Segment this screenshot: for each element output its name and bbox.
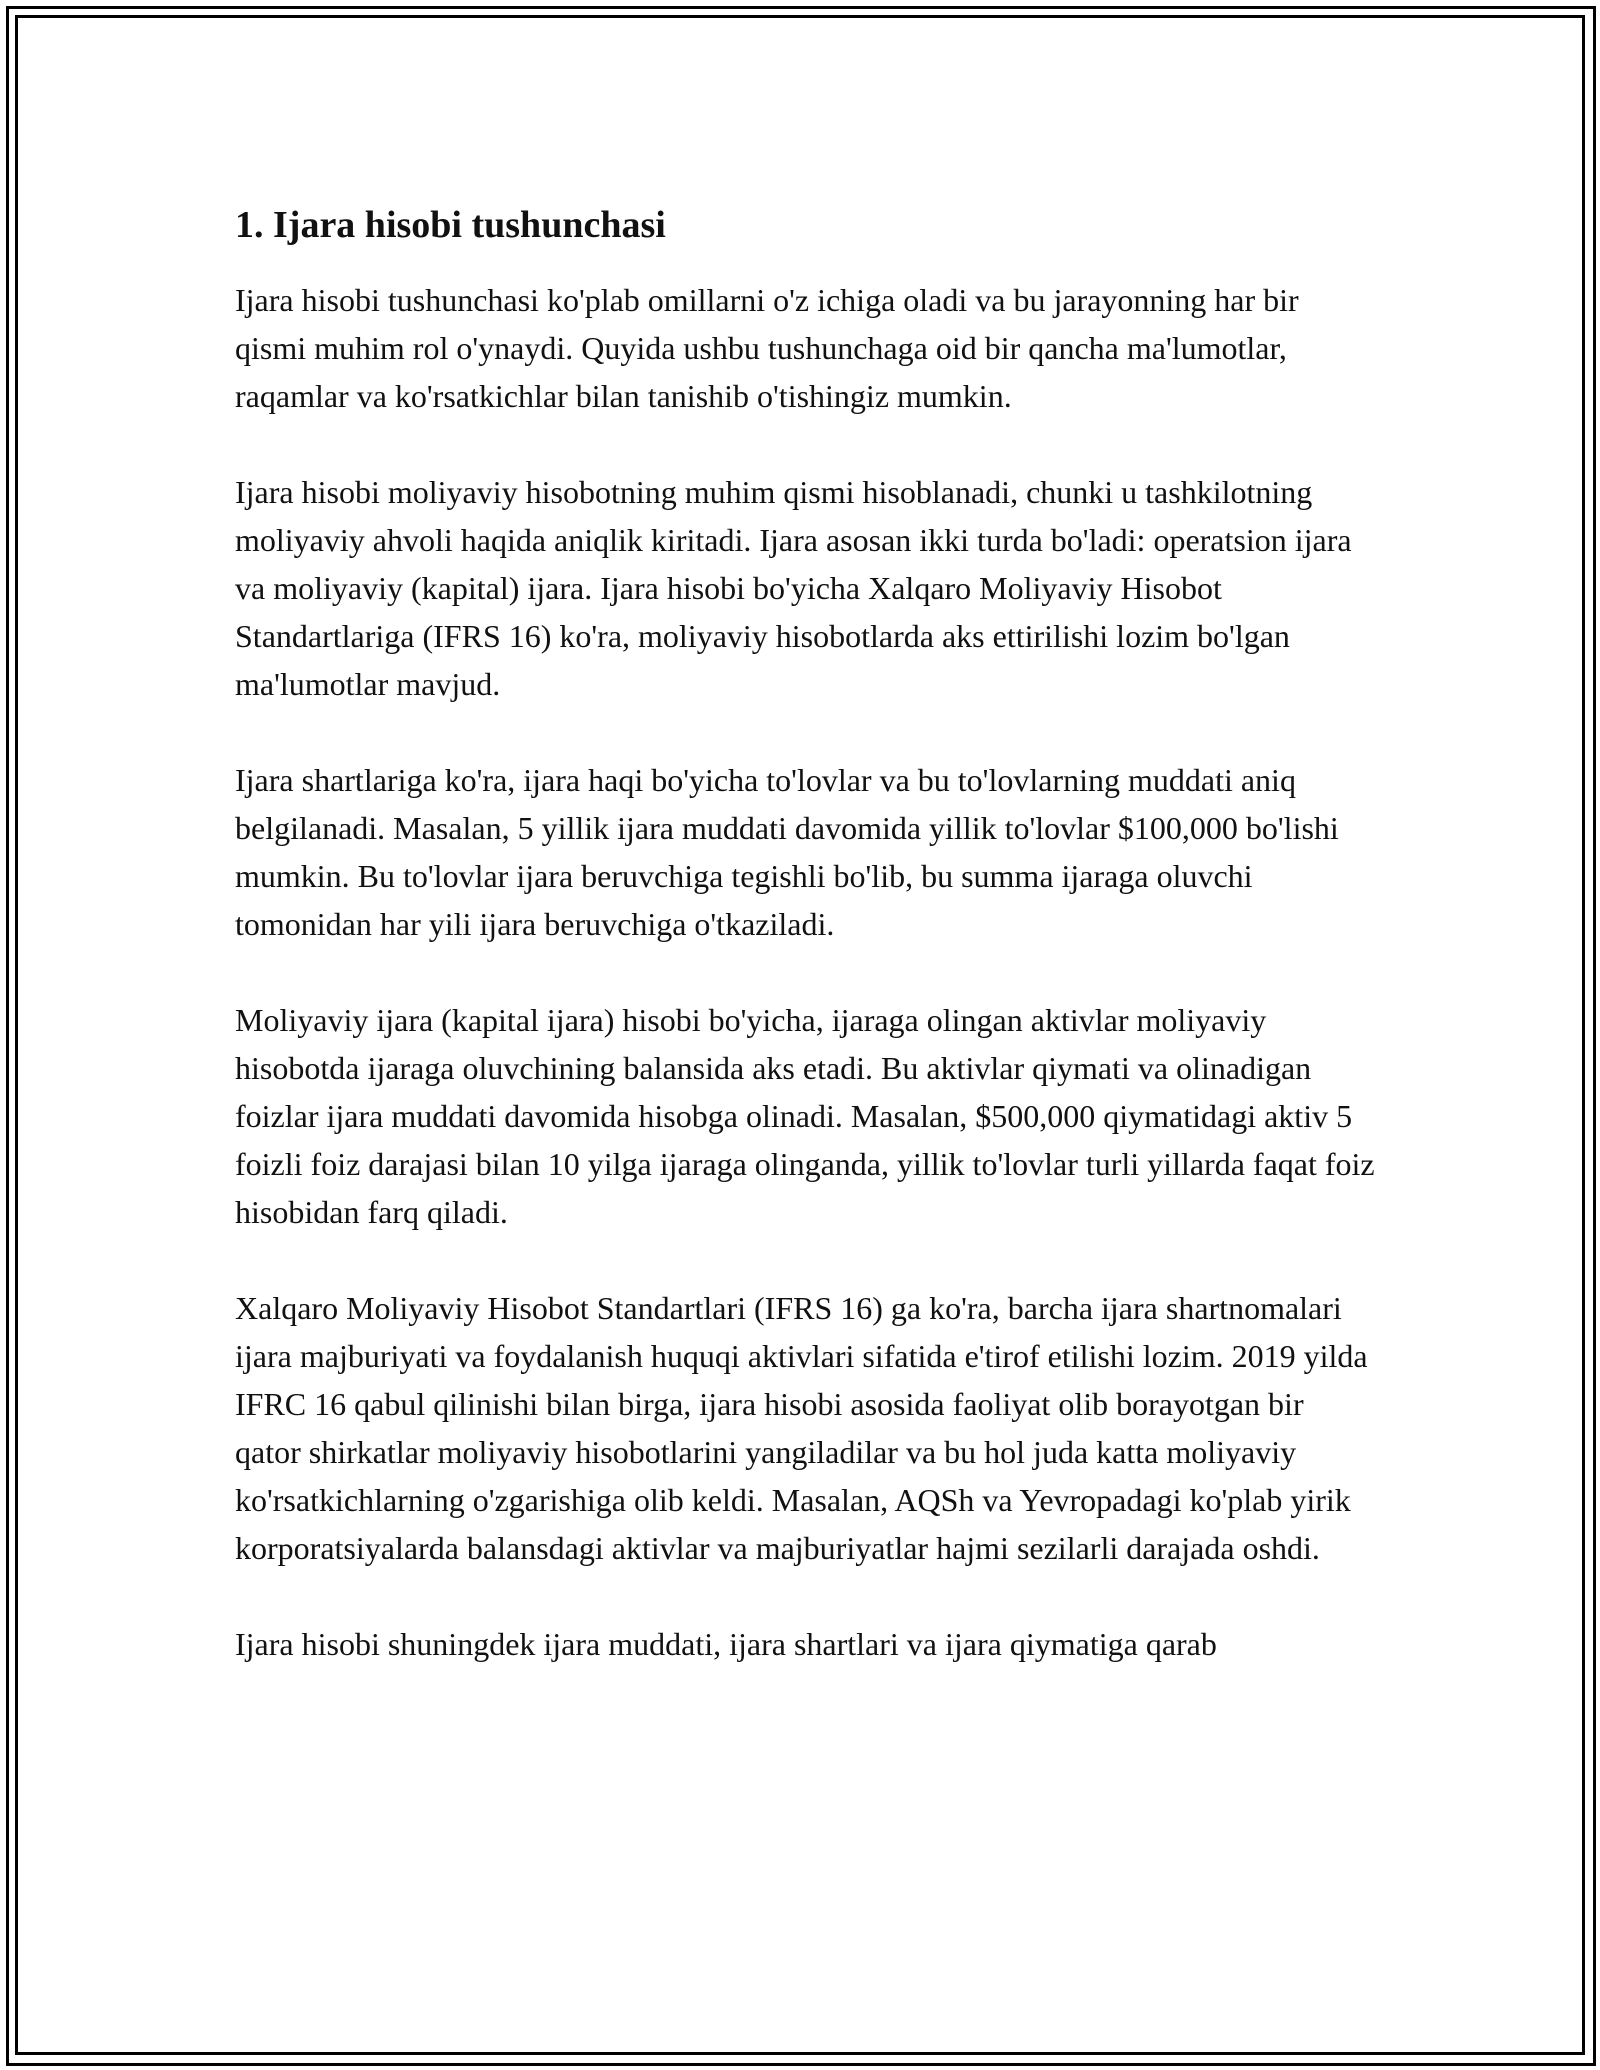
section-heading: 1. Ijara hisobi tushunchasi (235, 204, 666, 246)
paragraph: Ijara hisobi shuningdek ijara muddati, ijara shartlari va ijara qiymatiga qarab (235, 1626, 1217, 1662)
paragraph: Ijara shartlariga ko'ra, ijara haqi bo'yicha to'lovlar va bu to'lovlarning muddati aniq belgilanadi. Masalan, 5 yillik ijara muddati davomida yillik to'lovlar $100,000 bo'lishi mumkin. Bu to'lovlar ijara beruvchiga tegishli bo'lib, bu summa ijaraga oluvchi tomonidan har yili ijara beruvchiga o'tkaziladi. (235, 762, 1339, 942)
paragraph: Xalqaro Moliyaviy Hisobot Standartlari (IFRS 16) ga ko'ra, barcha ijara shartnomalari ijara majburiyati va foydalanish huquqi aktivlari sifatida e'tirof etilishi lozim. 2019 yilda IFRC 16 qabul qilinishi bilan birga, ijara hisobi asosida faoliyat olib borayotgan bir qator shirkatlar moliyaviy hisobotlarini yangiladilar va bu hol juda katta moliyaviy ko'rsatkichlarning o'zgarishiga olib keldi. Masalan, AQSh va Yevropadagi ko'plab yirik korporatsiyalarda balansdagi aktivlar va majburiyatlar hajmi sezilarli darajada oshdi. (235, 1290, 1368, 1566)
paragraph: Ijara hisobi tushunchasi ko'plab omillarni o'z ichiga oladi va bu jarayonning har bir qismi muhim rol o'ynaydi. Quyida ushbu tushunchaga oid bir qancha ma'lumotlar, raqamlar va ko'rsatkichlar bilan tanishib o'tishingiz mumkin. (235, 282, 1299, 414)
paragraph: Ijara hisobi moliyaviy hisobotning muhim qismi hisoblanadi, chunki u tashkilotning moliyaviy ahvoli haqida aniqlik kiritadi. Ijara asosan ikki turda bo'ladi: operatsion ijara va moliyaviy (kapital) ijara. Ijara hisobi bo'yicha Xalqaro Moliyaviy Hisobot Standartlariga (IFRS 16) ko'ra, moliyaviy hisobotlarda aks ettirilishi lozim bo'lgan ma'lumotlar mavjud. (235, 474, 1352, 702)
paragraph: Moliyaviy ijara (kapital ijara) hisobi bo'yicha, ijaraga olingan aktivlar moliyaviy hisobotda ijaraga oluvchining balansida aks etadi. Bu aktivlar qiymati va olinadigan foizlar ijara muddati davomida hisobga olinadi. Masalan, $500,000 qiymatidagi aktiv 5 foizli foiz darajasi bilan 10 yilga ijaraga olinganda, yillik to'lovlar turli yillarda faqat foiz hisobidan farq qiladi. (235, 1002, 1375, 1230)
document-body (235, 182, 1375, 1716)
